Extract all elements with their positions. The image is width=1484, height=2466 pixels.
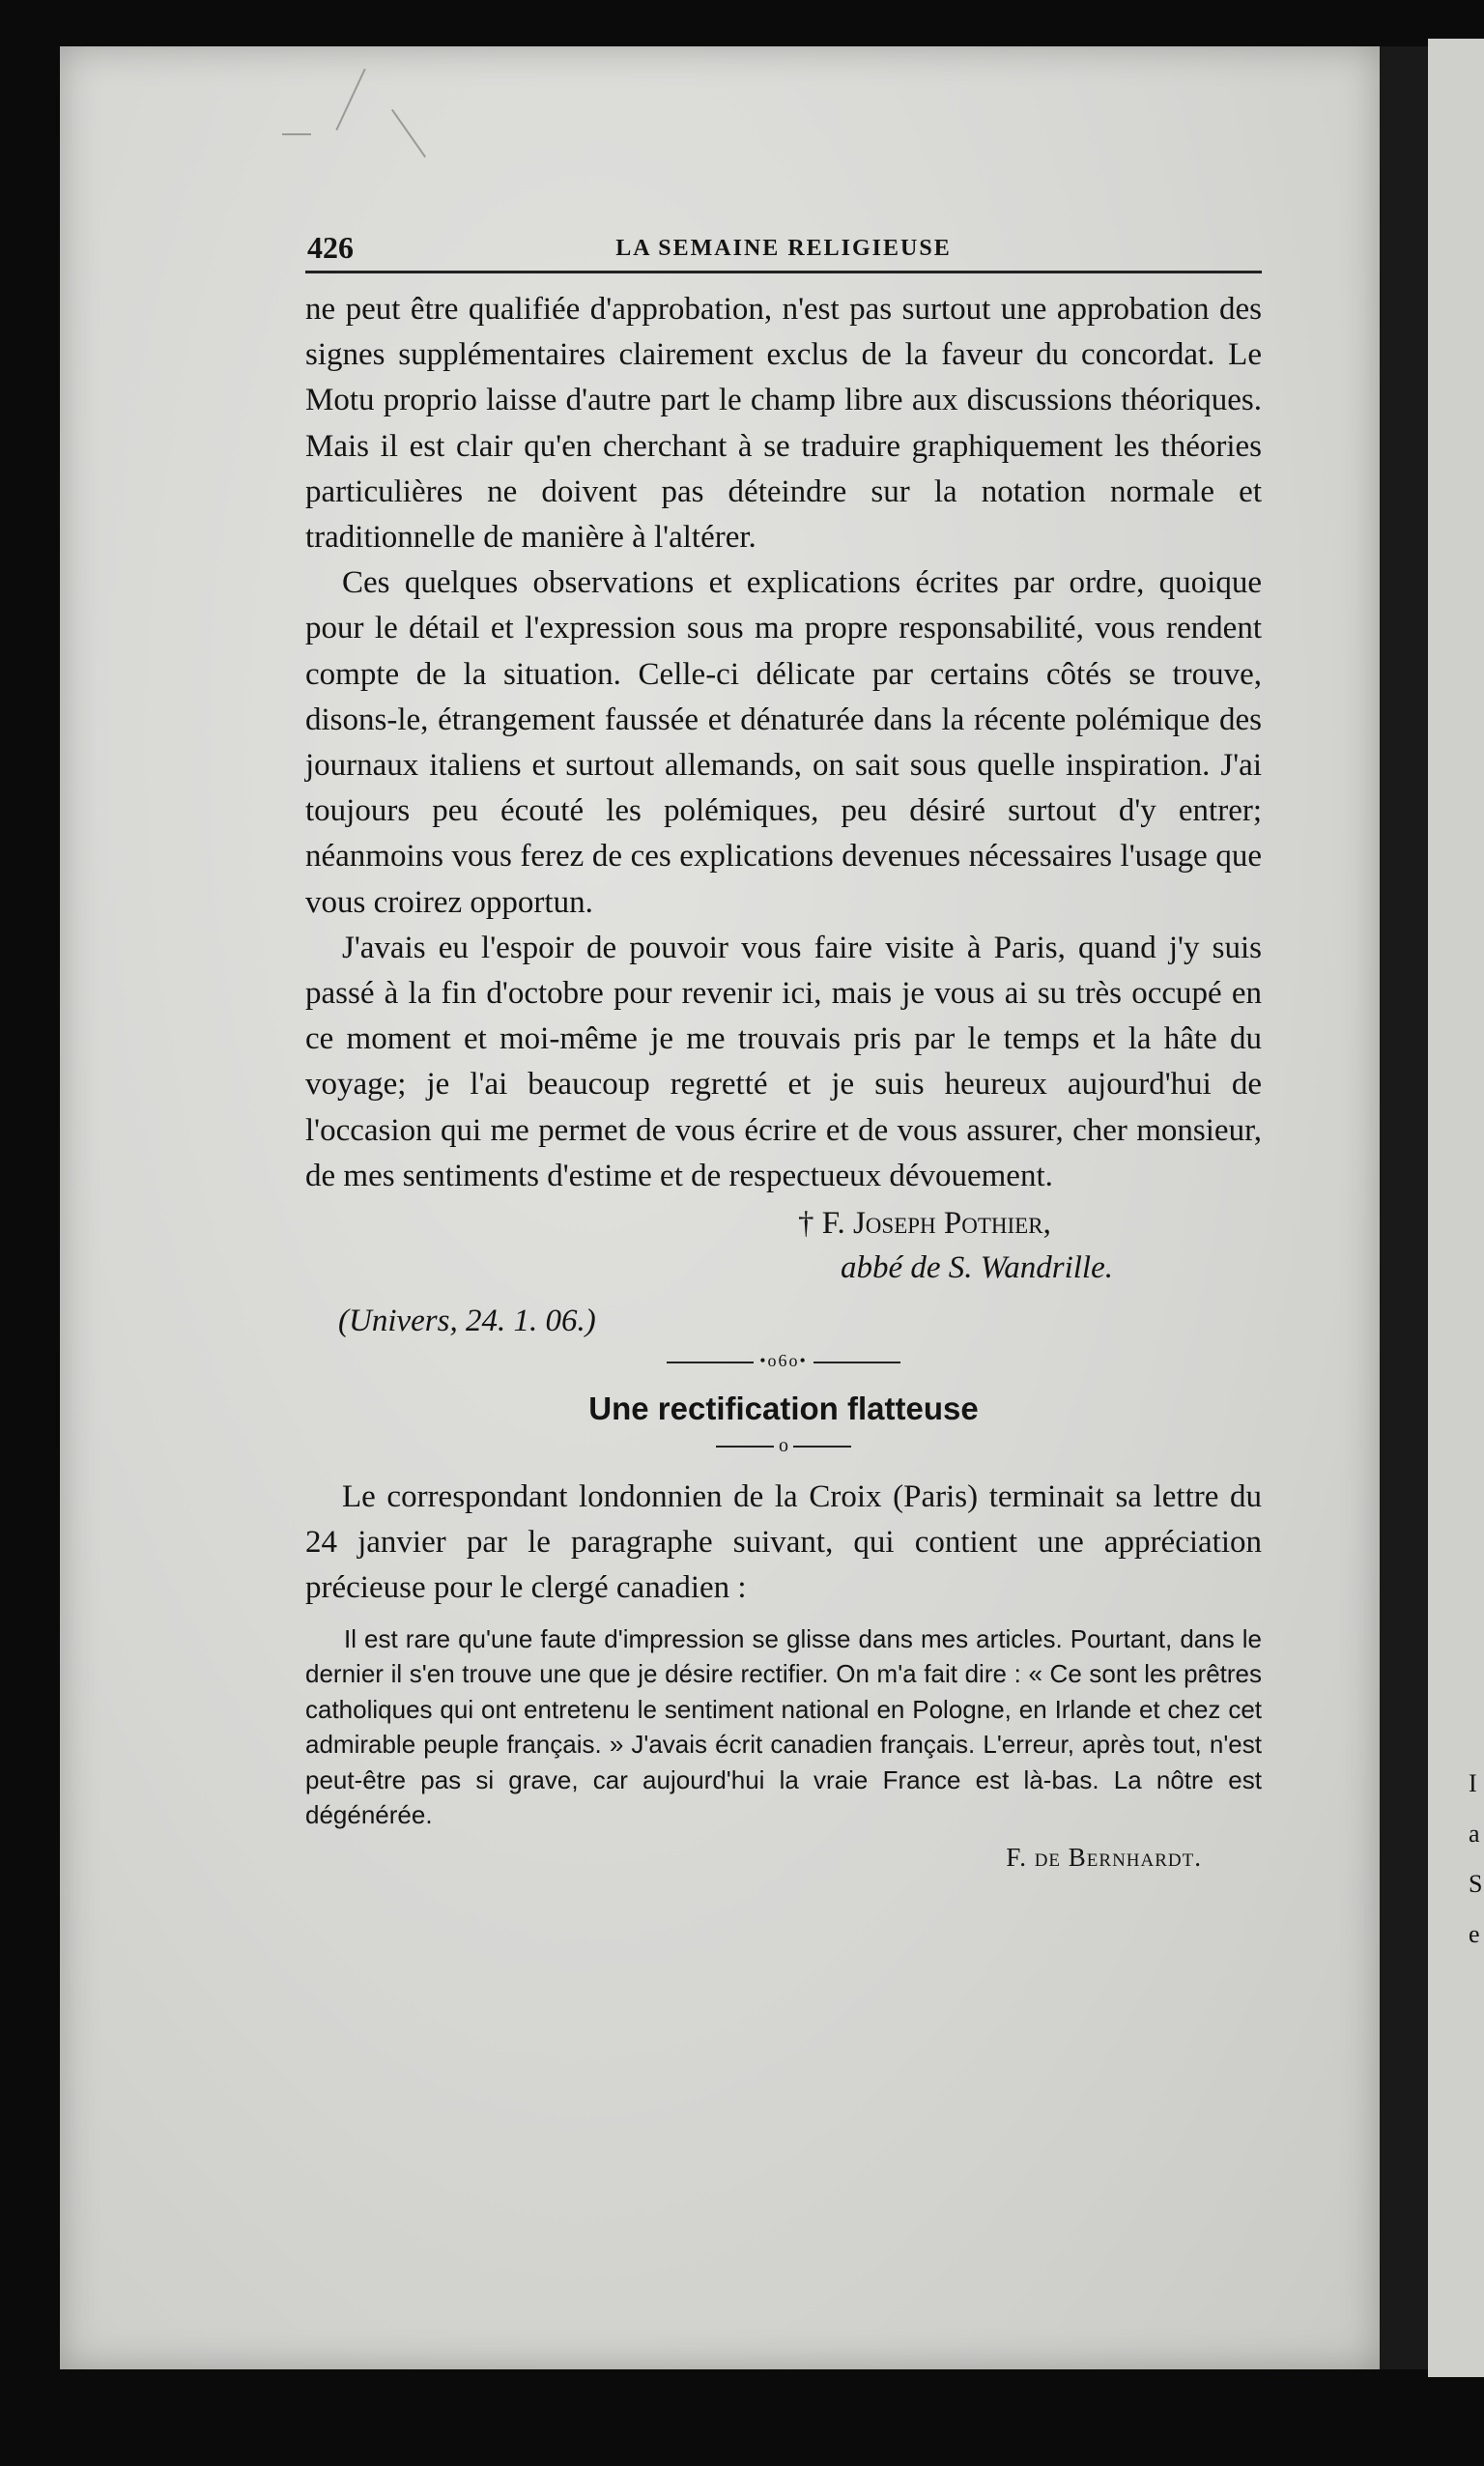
- section-intro: Le correspondant londonnien de la Croix (Paris) terminait sa lettre du 24 janvier par le paragraphe suivant, qui contient une appréciation précieuse pour le clergé canadien :: [305, 1479, 1262, 1606]
- quote-text: Il est rare qu'une faute d'impression se glisse dans mes articles. Pourtant, dans le dernier il s'en trouve une que je désire rectifier. On m'a fait dire : « Ce sont les prêtres catholiques qui ont entretenu le sentiment national en Pologne, en Irlande et chez cet admirable peuple français. » J'avais écrit canadien français. L'erreur, après tout, n'est peut-être pas si grave, car aujourd'hui la vraie France est là-bas. La nôtre est dégénérée.: [305, 1623, 1262, 1830]
- facing-page-edge: [1428, 39, 1484, 2377]
- facing-letter: e: [1469, 1920, 1480, 1948]
- section-ornament: [305, 1351, 1262, 1371]
- ornament-mark: •o6o•: [759, 1351, 808, 1371]
- title-rule: [305, 1435, 1262, 1457]
- signature-name: † F. Joseph Pothier,: [798, 1206, 1051, 1242]
- page-number: 426: [307, 230, 354, 265]
- facing-letter: S: [1469, 1870, 1483, 1898]
- running-head: [305, 222, 1262, 273]
- scan-scratch: [335, 69, 365, 130]
- facing-letter: I: [1469, 1769, 1477, 1797]
- letter-paragraph: Ces quelques observations et explications écrites par ordre, quoique pour le détail et l'expression sous ma propre responsabilité, vous rendent compte de la situation. Celle-ci délicate par certains côtés se trouve, disons-le, étrangement faussée et dénaturée dans la récente polémique des journaux italiens et surtout allemands, on sait sous quelle inspiration. J'ai toujours peu écouté les polémiques, peu désiré surtout d'y entrer; néanmoins vous ferez de ces explications devenues nécessaires l'usage que vous croirez opportun.: [305, 565, 1262, 920]
- signature-title: abbé de S. Wandrille.: [841, 1250, 1113, 1286]
- scan-scratch: [391, 109, 426, 158]
- letter-paragraph: J'avais eu l'espoir de pouvoir vous faire visite à Paris, quand j'y suis passé à la fin d'octobre pour revenir ici, mais je vous ai su très occupé en ce moment et moi-même je me trouvais pris par le temps et la hâte du voyage; je l'ai beaucoup regretté et je suis heureux aujourd'hui de l'occasion qui me permet de vous écrire et de vous assurer, cher monsieur, de mes sentiments d'estime et de respectueux dévouement.: [305, 930, 1262, 1193]
- facing-letter: a: [1469, 1820, 1480, 1848]
- book-gutter: [1380, 46, 1428, 2369]
- quote-author: F. de Bernhardt.: [1006, 1842, 1202, 1872]
- letter-paragraph: ne peut être qualifiée d'approbation, n'est pas surtout une approbation des signes supplémentaires clairement exclus de la faveur du concordat. Le Motu proprio laisse d'autre part le champ libre aux discussions théoriques. Mais il est clair qu'en cherchant à se traduire graphiquement les théories particulières ne doivent pas déteindre sur la notation normale et traditionnelle de manière à l'altérer.: [305, 292, 1262, 556]
- journal-title: LA SEMAINE RELIGIEUSE: [615, 236, 952, 261]
- facing-page-letters: [1469, 1759, 1484, 1960]
- signature-block: [305, 1201, 1262, 1290]
- page-content: [305, 222, 1262, 1873]
- quoted-passage: [305, 1621, 1262, 1833]
- rule-mark: o: [779, 1435, 788, 1457]
- scan-scratch: [282, 133, 311, 135]
- section-title: Une rectification flatteuse: [588, 1391, 979, 1427]
- source-citation: (Univers, 24. 1. 06.): [338, 1304, 596, 1339]
